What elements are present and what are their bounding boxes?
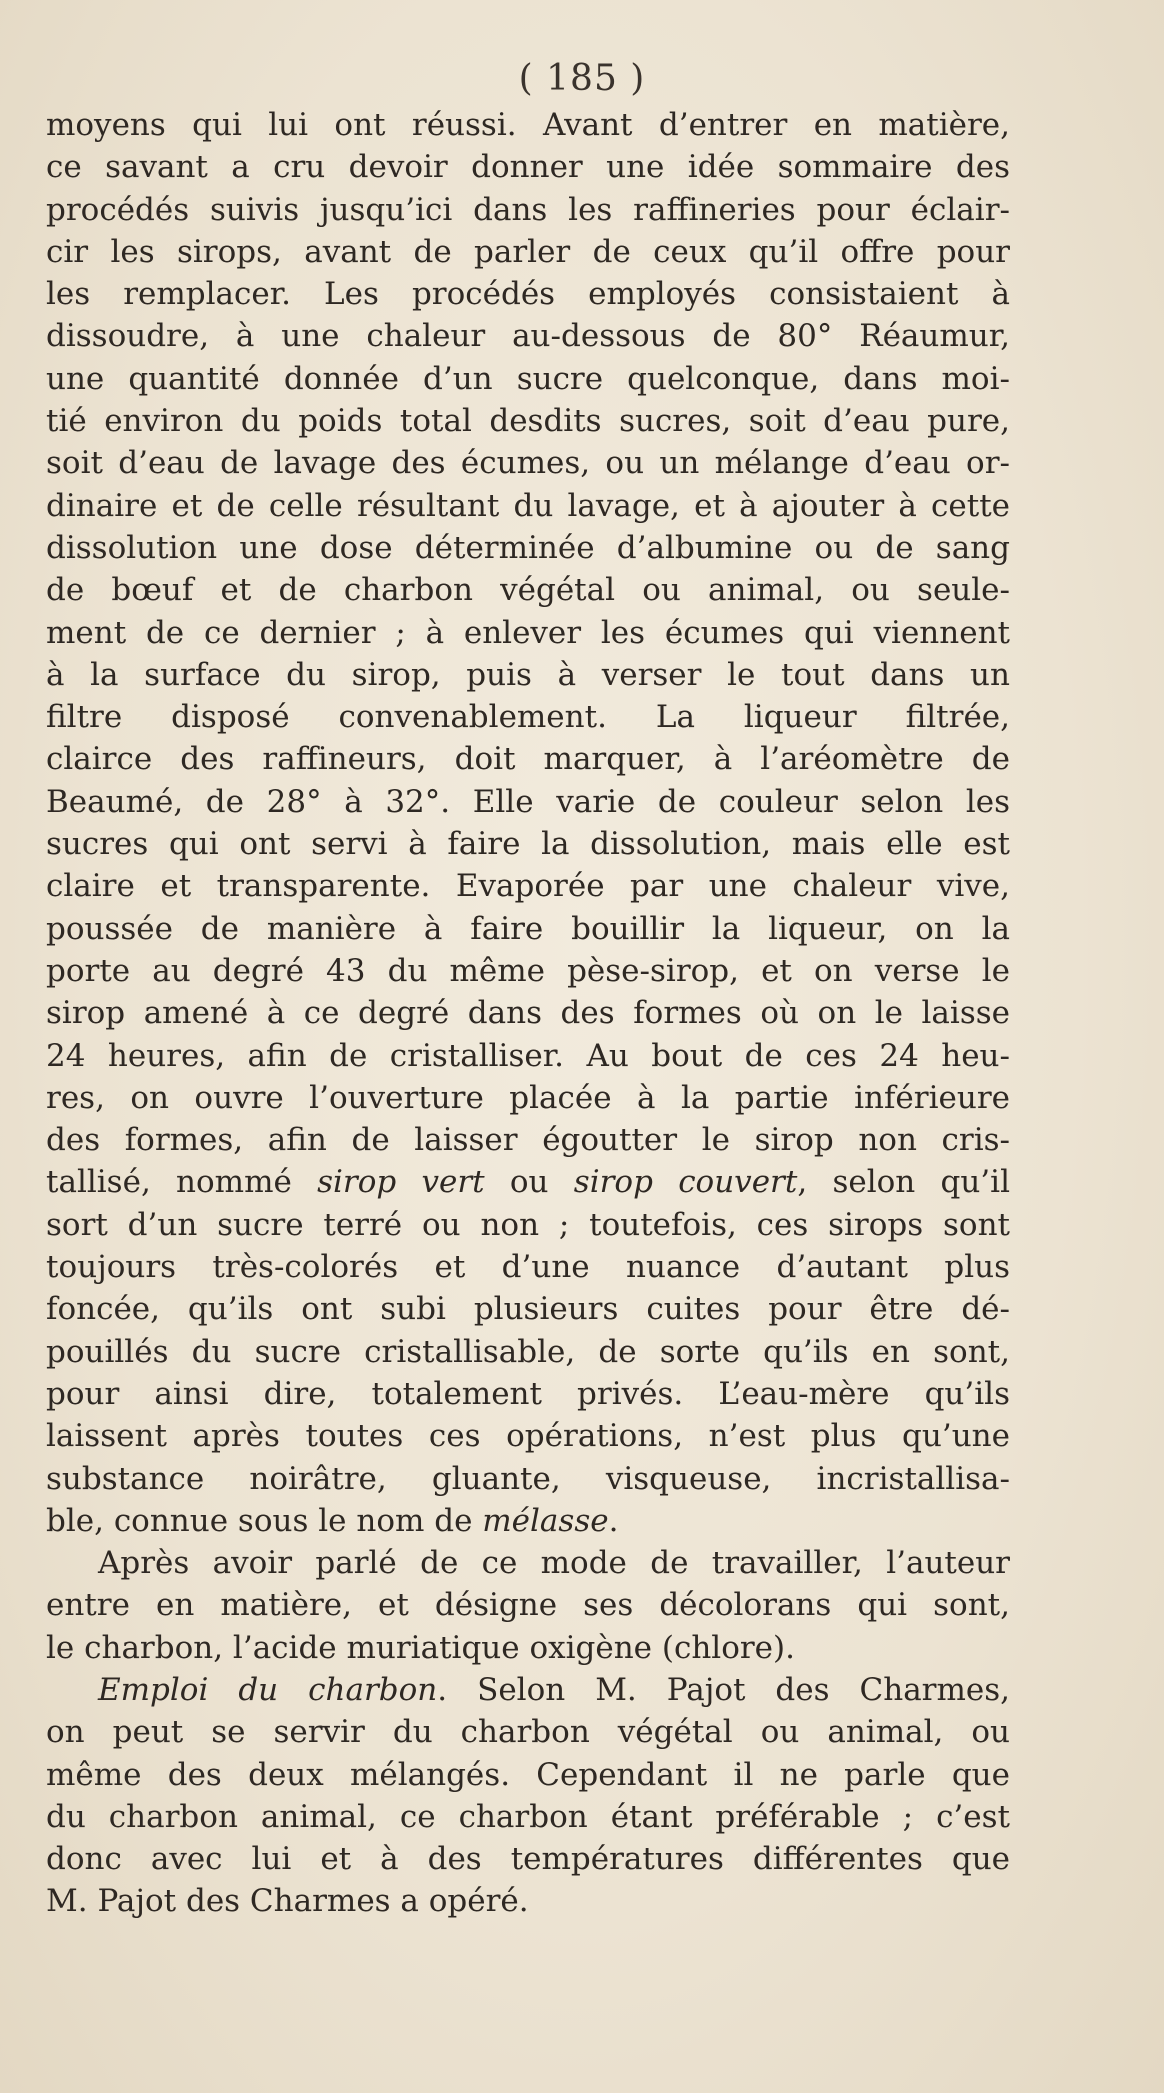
text-line: filtre disposé convenablement. La liqueur filtrée, xyxy=(46,699,1010,736)
text-line: claire et transparente. Evaporée par une chaleur vive, xyxy=(46,868,1010,905)
text-span: ou xyxy=(484,1164,574,1201)
text-line: les remplacer. Les procédés employés consistaient à xyxy=(46,276,1010,313)
paragraph xyxy=(46,104,1010,1542)
text-span: ble, connue sous le nom de xyxy=(46,1502,483,1539)
italic-term: Emploi du charbon xyxy=(98,1671,438,1708)
text-line xyxy=(46,1669,1010,1711)
text-line: procédés suivis jusqu’ici dans les raffineries pour éclair- xyxy=(46,191,1010,228)
text-line: ment de ce dernier ; à enlever les écumes qui viennent xyxy=(46,614,1010,651)
text-line: laissent après toutes ces opérations, n’est plus qu’une xyxy=(46,1418,1010,1455)
text-line: cir les sirops, avant de parler de ceux qu’il offre pour xyxy=(46,233,1010,270)
text-span: . Selon M. Pajot des Charmes, xyxy=(437,1671,1011,1708)
text-span: . xyxy=(608,1502,619,1539)
text-line: une quantité donnée d’un sucre quelconque, dans moi- xyxy=(46,360,1010,397)
paragraph xyxy=(46,1542,1010,1669)
text-line: donc avec lui et à des températures différentes que xyxy=(46,1841,1010,1878)
text-line: de bœuf et de charbon végétal ou animal, ou seule- xyxy=(46,572,1010,609)
text-line: tié environ du poids total desdits sucres, soit d’eau pure, xyxy=(46,403,1010,440)
italic-term: mélasse xyxy=(482,1502,609,1539)
text-line: foncée, qu’ils ont subi plusieurs cuites pour être dé- xyxy=(46,1291,1010,1328)
text-line: 24 heures, afin de cristalliser. Au bout de ces 24 heu- xyxy=(46,1037,1010,1074)
text-line: dissolution une dose déterminée d’albumine ou de sang xyxy=(46,529,1010,566)
text-line xyxy=(46,1161,1010,1203)
text-line: du charbon animal, ce charbon étant préférable ; c’est xyxy=(46,1798,1010,1835)
text-line: le charbon, l’acide muriatique oxigène (chlore). xyxy=(46,1629,795,1666)
text-line: sucres qui ont servi à faire la dissolution, mais elle est xyxy=(46,826,1010,863)
text-line: clairce des raffineurs, doit marquer, à l’aréomètre de xyxy=(46,741,1010,778)
text-line: porte au degré 43 du même pèse-sirop, et on verse le xyxy=(46,952,1010,989)
page-number: ( 185 ) xyxy=(518,58,646,99)
text-line: moyens qui lui ont réussi. Avant d’entrer en matière, xyxy=(46,107,1010,143)
text-line: res, on ouvre l’ouverture placée à la partie inférieure xyxy=(46,1079,1010,1116)
text-line: soit d’eau de lavage des écumes, ou un mélange d’eau or- xyxy=(46,445,1010,482)
text-line: dissoudre, à une chaleur au-dessous de 80° Réaumur, xyxy=(46,318,1010,355)
text-line: on peut se servir du charbon végétal ou animal, ou xyxy=(46,1714,1010,1751)
text-span: tallisé, nommé xyxy=(46,1164,318,1201)
text-line: sirop amené à ce degré dans des formes où on le laisse xyxy=(46,995,1010,1032)
text-line xyxy=(46,1500,1010,1542)
italic-term: sirop vert xyxy=(317,1164,485,1201)
body-text xyxy=(46,104,1010,1923)
text-line: sort d’un sucre terré ou non ; toutefois, ces sirops sont xyxy=(46,1206,1010,1243)
paragraph xyxy=(46,1669,1010,1923)
text-line: toujours très-colorés et d’une nuance d’autant plus xyxy=(46,1249,1010,1286)
italic-term: sirop couvert xyxy=(573,1164,798,1201)
text-line: ce savant a cru devoir donner une idée sommaire des xyxy=(46,149,1010,186)
text-line: pouillés du sucre cristallisable, de sorte qu’ils en sont, xyxy=(46,1333,1010,1370)
text-line: à la surface du sirop, puis à verser le tout dans un xyxy=(46,656,1010,693)
text-line: même des deux mélangés. Cependant il ne parle que xyxy=(46,1756,1010,1793)
text-line: Après avoir parlé de ce mode de travailler, l’auteur xyxy=(98,1545,1010,1582)
text-line: des formes, afin de laisser égoutter le sirop non cris- xyxy=(46,1122,1010,1159)
text-line: Beaumé, de 28° à 32°. Elle varie de couleur selon les xyxy=(46,783,1010,820)
text-line: substance noirâtre, gluante, visqueuse, incristallisa- xyxy=(46,1460,1010,1497)
text-line: dinaire et de celle résultant du lavage, et à ajouter à cette xyxy=(46,487,1010,524)
text-line: M. Pajot des Charmes a opéré. xyxy=(46,1883,529,1920)
text-line: poussée de manière à faire bouillir la liqueur, on la xyxy=(46,910,1010,947)
text-line: entre en matière, et désigne ses décolorans qui sont, xyxy=(46,1587,1010,1624)
text-span: , selon qu’il xyxy=(797,1164,1010,1201)
text-line: pour ainsi dire, totalement privés. L’eau-mère qu’ils xyxy=(46,1375,1010,1412)
